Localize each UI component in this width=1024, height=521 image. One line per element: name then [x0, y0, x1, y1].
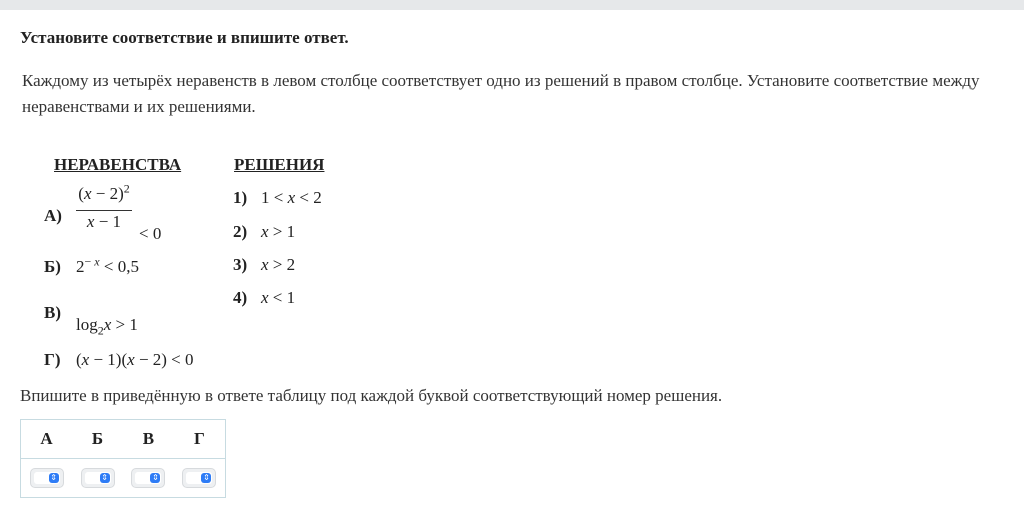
solution-4-expression: x < 1	[261, 288, 296, 307]
inequality-c-expression: $\log_2x > 1$	[76, 315, 138, 338]
inequality-a-relation: < 0	[139, 224, 162, 243]
answer-table	[20, 419, 226, 498]
answer-cell-b	[72, 459, 123, 498]
top-bar	[0, 0, 1024, 10]
answer-cell-c	[123, 459, 174, 498]
inequality-a-fraction	[76, 181, 132, 232]
answer-header-a: А	[21, 420, 73, 459]
chevron-up-down-icon: ⇕	[152, 473, 159, 482]
solution-label-1: 1)	[233, 188, 248, 207]
task-intro: Каждому из четырёх неравенств в левом столбце соответствует одно из решений в правом столбце. Установите соответствие между неравенствами и их решениями.	[22, 71, 980, 116]
task-heading: Установите соответствие и впишите ответ.	[20, 28, 349, 47]
answer-select-a[interactable]	[30, 468, 64, 488]
inequality-b-expression: $2^{- x} < 0,5$	[76, 254, 139, 276]
answer-header-d: Г	[174, 420, 226, 459]
inequality-label-b: Б)	[44, 257, 61, 276]
inequalities-header: НЕРАВЕНСТВА	[54, 155, 182, 174]
answer-select-d[interactable]	[182, 468, 216, 488]
solution-label-2: 2)	[233, 222, 248, 241]
inequality-label-c: В)	[44, 303, 61, 322]
solution-2-expression: x > 1	[261, 222, 296, 241]
instruction-text: Впишите в приведённую в ответе таблицу под каждой буквой соответствующий номер решения.	[20, 386, 723, 405]
fraction-bar	[76, 210, 132, 211]
answer-cell-d	[174, 459, 226, 498]
answer-table-header-row	[21, 420, 226, 459]
inequality-a-denominator: x − 1	[86, 212, 122, 231]
chevron-up-down-icon: ⇕	[203, 473, 210, 482]
answer-cell-a	[21, 459, 73, 498]
answer-table-select-row	[21, 459, 226, 498]
inequality-label-d: Г)	[44, 350, 61, 369]
solution-label-3: 3)	[233, 255, 248, 274]
chevron-up-down-icon: ⇕	[50, 473, 57, 482]
answer-select-c[interactable]	[131, 468, 165, 488]
inequality-d-expression: (x − 1)(x − 2) < 0	[76, 350, 194, 369]
solution-label-4: 4)	[233, 288, 248, 307]
answer-select-b[interactable]	[81, 468, 115, 488]
solutions-header: РЕШЕНИЯ	[234, 155, 325, 174]
chevron-up-down-icon: ⇕	[101, 473, 108, 482]
inequality-a-numerator: $(x - 2)^2$	[78, 181, 130, 203]
solution-1-expression: 1 < x < 2	[261, 188, 322, 207]
solution-3-expression: x > 2	[261, 255, 296, 274]
inequality-label-a: А)	[44, 206, 62, 225]
answer-header-b: Б	[72, 420, 123, 459]
answer-header-c: В	[123, 420, 174, 459]
